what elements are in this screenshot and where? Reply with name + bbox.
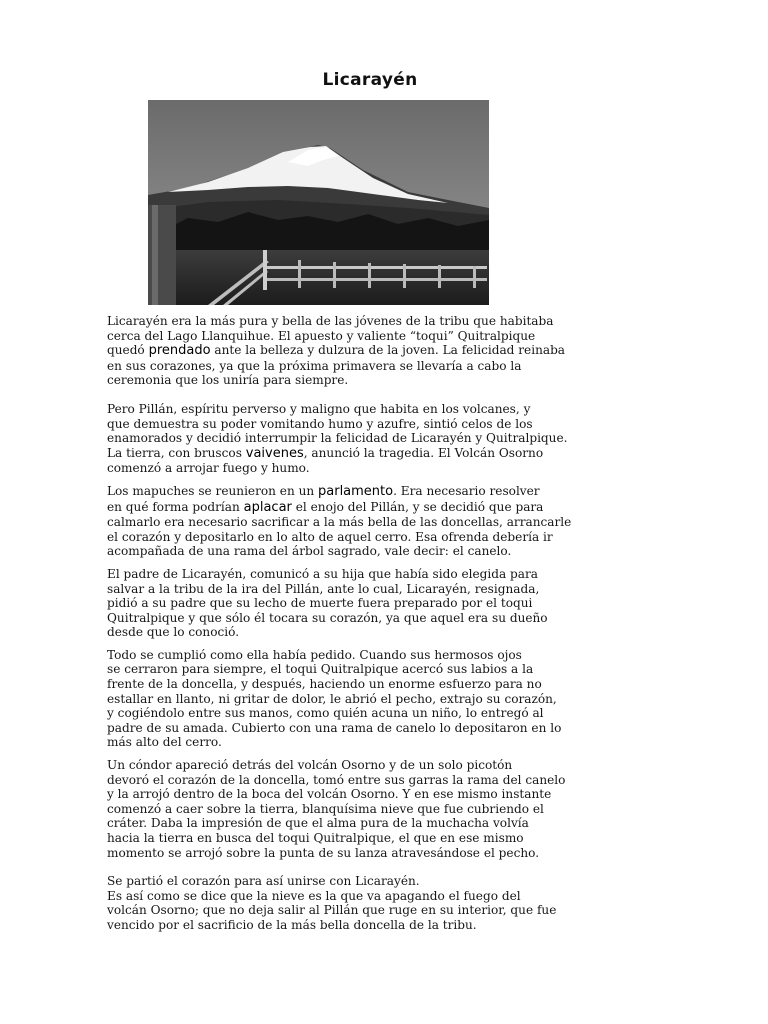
text-segment: calmarlo era necesario sacrificar a la más bella de las doncellas, arrancarle [107,515,572,530]
story-paragraph [107,484,667,559]
text-segment: Los mapuches se reunieron en un [107,483,318,498]
story-paragraph [107,758,667,860]
text-segment: se cerraron para siempre, el toqui Quitralpique acercó sus labios a la [107,662,534,677]
story-paragraph [107,874,667,932]
text-line [107,903,667,918]
text-segment: , anunció la tragedia. El Volcán Osorno [303,445,544,460]
text-segment: en qué forma podrían [107,499,244,514]
text-segment: cráter. Daba la impresión de que el alma pura de la muchacha volvía [107,816,529,831]
text-line [107,544,667,559]
text-segment: más alto del cerro. [107,735,222,750]
text-line [107,596,667,611]
highlighted-word: prendado [148,343,211,359]
text-line [107,721,667,736]
text-line [107,611,667,626]
text-line [107,329,667,344]
text-segment: en sus corazones, ya que la próxima primavera se llevaría a cabo la [107,358,522,373]
text-line [107,758,667,773]
text-segment: el corazón y depositarlo en lo alto de aquel cerro. Esa ofrenda debería ir [107,529,553,544]
text-line [107,787,667,802]
text-segment: comenzó a caer sobre la tierra, blanquísima nieve que fue cubriendo el [107,801,544,816]
text-segment: Es así como se dice que la nieve es la que va apagando el fuego del [107,888,521,903]
text-segment: que demuestra su poder vomitando humo y azufre, sintió celos de los [107,416,533,431]
text-line [107,582,667,597]
text-line [107,662,667,677]
text-segment: Todo se cumplió como ella había pedido. Cuando sus hermosos ojos [107,647,522,662]
text-line [107,530,667,545]
text-line [107,417,667,432]
text-segment: y la arrojó dentro de la boca del volcán Osorno. Y en ese mismo instante [107,787,552,802]
document-title: Licarayén [322,70,418,90]
text-segment: ceremonia que los uniría para siempre. [107,373,349,388]
text-line [107,461,667,476]
text-segment: El padre de Licarayén, comunicó a su hija que había sido elegida para [107,566,538,581]
text-segment: acompañada de una rama del árbol sagrado, vale decir: el canelo. [107,544,512,559]
story-paragraph [107,402,667,476]
text-segment: Se partió el corazón para así unirse con Licarayén. [107,874,420,889]
text-segment: Un cóndor apareció detrás del volcán Osorno y de un solo picotón [107,758,513,773]
text-line [107,373,667,388]
text-line [107,889,667,904]
text-segment: comenzó a arrojar fuego y humo. [107,461,310,476]
text-line [107,846,667,861]
text-line [107,500,667,516]
text-line [107,648,667,663]
text-line [107,343,667,359]
text-segment: y cogiéndolo entre sus manos, como quién acuna un niño, lo entregó al [107,706,544,721]
text-line [107,918,667,933]
story-text [107,314,667,941]
text-segment: frente de la doncella, y después, haciendo un enorme esfuerzo para no [107,677,542,692]
story-paragraph [107,314,667,388]
highlighted-word: vaivenes [245,445,304,461]
text-line [107,802,667,817]
text-line [107,567,667,582]
text-line [107,831,667,846]
text-line [107,515,667,530]
text-segment: momento se arrojó sobre la punta de su lanza atravesándose el pecho. [107,845,540,860]
text-segment: estallar en llanto, ni gritar de dolor, le abrió el pecho, extrajo su corazón, [107,691,557,706]
highlighted-word: aplacar [243,499,292,515]
text-line [107,431,667,446]
highlighted-word: parlamento [318,483,394,499]
volcano-photo [148,100,489,305]
text-line [107,874,667,889]
text-line [107,402,667,417]
text-segment: quedó [107,343,149,358]
text-line [107,677,667,692]
text-segment: enamorados y decidió interrumpir la felicidad de Licarayén y Quitralpique. [107,431,568,446]
text-segment: ante la belleza y dulzura de la joven. La felicidad reinaba [210,343,566,358]
text-line [107,359,667,374]
text-segment: devoró el corazón de la doncella, tomó entre sus garras la rama del canelo [107,772,566,787]
text-segment: Pero Pillán, espíritu perverso y maligno que habita en los volcanes, y [107,401,531,416]
volcano-landscape-image [148,100,489,305]
text-line [107,692,667,707]
text-segment: Quitralpique y que sólo él tocara su corazón, ya que aquel era su dueño [107,610,548,625]
story-paragraph [107,567,667,640]
text-segment: Licarayén era la más pura y bella de las jóvenes de la tribu que habitaba [107,314,554,328]
text-line [107,314,667,329]
story-paragraph [107,648,667,750]
text-line [107,484,667,500]
text-segment: el enojo del Pillán, y se decidió que para [291,499,544,514]
text-segment: salvar a la tribu de la ira del Pillán, ante lo cual, Licarayén, resignada, [107,581,540,596]
text-segment: La tierra, con bruscos [107,445,246,460]
text-line [107,706,667,721]
text-segment: . Era necesario resolver [393,483,540,498]
text-segment: cerca del Lago Llanquihue. El apuesto y valiente “toqui” Quitralpique [107,328,536,343]
text-segment: hacia la tierra en busca del toqui Quitralpique, el que en ese mismo [107,831,524,845]
text-line [107,625,667,640]
text-line [107,446,667,462]
text-segment: padre de su amada. Cubierto con una rama de canelo lo depositaron en lo [107,720,562,735]
text-line [107,816,667,831]
text-segment: vencido por el sacrificio de la más bella doncella de la tribu. [107,917,477,932]
text-line [107,773,667,788]
text-segment: desde que lo conoció. [107,625,240,640]
text-segment: volcán Osorno; que no deja salir al Pillán que ruge en su interior, que fue [107,903,557,918]
text-segment: pidió a su padre que su lecho de muerte fuera preparado por el toqui [107,596,533,611]
text-line [107,735,667,750]
